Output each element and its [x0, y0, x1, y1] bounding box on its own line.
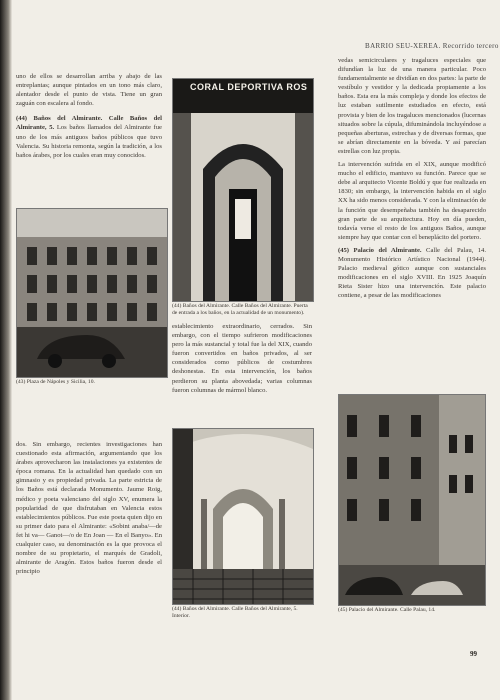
- section-45-heading: (45) Palacio del Almirante.: [338, 246, 422, 254]
- caption-street: (43) Plaza de Nápoles y Sicilia, 10.: [16, 379, 95, 385]
- middle-column-text: [172, 322, 312, 395]
- left-bottom-paragraph: dos. Sin embargo, recientes investigaciones han cuestionado esta afirmación, argumentando que los árabes aprovecharon las instalaciones ya existentes de época romana. En la actualidad han quedado con un gimnasio y es propiedad privada. La parte estricta de los Baños está declarada Monumento. Jaume Roig, médico y poeta valenciano del siglo XV, enumera la popularidad de que disfrutaban en Valencia estos establecimientos públicos. Fue este poeta quien dijo en su primer dato para el Almirante: «Sobint anaba/—de fet hi va— Ganot—/o de En Joan — En el Banyo». En cualquier caso, su denominación es la que provoca el nombre de su propietario, el marqués de Gradoli, almirante de Aragón. Estos baños fueron desde el principio: [16, 441, 162, 576]
- right-column-top: [338, 56, 486, 300]
- running-header: BARRIO SEU-XEREA. Recorrido tercero: [365, 42, 499, 50]
- photo-baths-entrance: [172, 78, 314, 302]
- middle-paragraph: establecimiento extraordinario, cerrados. Sin embargo, con el tiempo sufrieron modificaciones pero la más sustancial y total fue la del XIX, cuando fueron convertidos en baños privados, al ser considerados como públicos de costumbres deshonestas. En esta intervención, los baños perdieron su planta abovedada; varias columnas fueron columnas de mármol blanco.: [172, 323, 312, 394]
- book-gutter: [0, 0, 12, 700]
- caption-baths-interior: (44) Baños del Almirante. Calle Baños del Almirante, 5. Interior.: [172, 606, 298, 619]
- caption-baths-entrance: (44) Baños del Almirante. Calle Baños del Almirante. Puerta de entrada a los baños, en la actualidad de un monumento).: [172, 303, 308, 316]
- left-top-paragraph: uno de ellos se desarrollan arriba y abajo de las entreplantas; aunque pintados en un tono más claro, alentador desde el punto de vista. Tiene un gran zaguán con escalera al fondo.: [16, 73, 162, 108]
- photo-street-facade: [16, 208, 168, 378]
- page-number: 99: [470, 650, 477, 658]
- left-column-top: [16, 72, 162, 160]
- right-top-paragraph: vedas semicirculares y tragaluces especiales que difundían la luz de una manera particular. Poco fundamentalmente se dividían en dos partes: la parte de vestíbulo y vestidor y la dedicada propiamente a los baños. Esta era la más compleja y donde los efectos de luz estaban sutilmente estudiados en efecto, está provista y bien de los tragaluces mencionados (lucernas situados sobre la cúpula, difuminándola incluyéndose a pequeñas aberturas, estrechas y de diversas formas, que se abrían directamente en la bóveda. Y así parecían estrellas con luz propia.: [338, 57, 486, 155]
- photo-palace-street: [338, 394, 486, 606]
- section-44-text: Los baños llamados del Almirante fue uno de los más antiguos baños públicos que tuvo Valencia. Su historia remonta, según la tradición, a los baños árabes, por los cuales eran muy conocidos.: [16, 124, 162, 159]
- photo-baths-interior: [172, 428, 314, 605]
- left-column-bottom: [16, 440, 162, 576]
- section-44-heading: (44) Baños del Almirante. Calle Baños del Almirante, 5.: [16, 115, 162, 132]
- street-facade-image: [17, 209, 167, 377]
- caption-palace: (45) Palacio del Almirante. Calle Palau, 14.: [338, 607, 436, 613]
- section-45-text: Calle del Palau, 14. Monumento Histórico Artístico Nacional (1944). Palacio medieval gótico aunque con sustanciales modificaciones en el siglo XVIII. En 1925 Joaquín Rieta Sister hizo una intervención. Este palacio contiene, a pesar de las modificaciones: [338, 246, 486, 300]
- sign-coral-deportiva: CORAL DEPORTIVA ROS: [190, 82, 308, 92]
- baths-interior-image: [173, 429, 313, 604]
- palace-street-image: [339, 395, 485, 605]
- baths-entrance-image: [173, 79, 313, 301]
- right-middle-paragraph: La intervención sufrida en el XIX, aunque modificó mucho el edificio, mantuvo su función. Parece que se debe al arquitecto Vicente Boldú y que fue realizada en 1830; sin embargo, la intervención habida en el siglo XX ha sido menos considerada. Y con la eliminación de la función que desempeñaba también ha desaparecido gran parte de su arquitectura. Hoy en día pueden, todavía verse el resto de los antiguos Baños, aunque siempre hay que contar con el beneplácito del portero.: [338, 161, 486, 241]
